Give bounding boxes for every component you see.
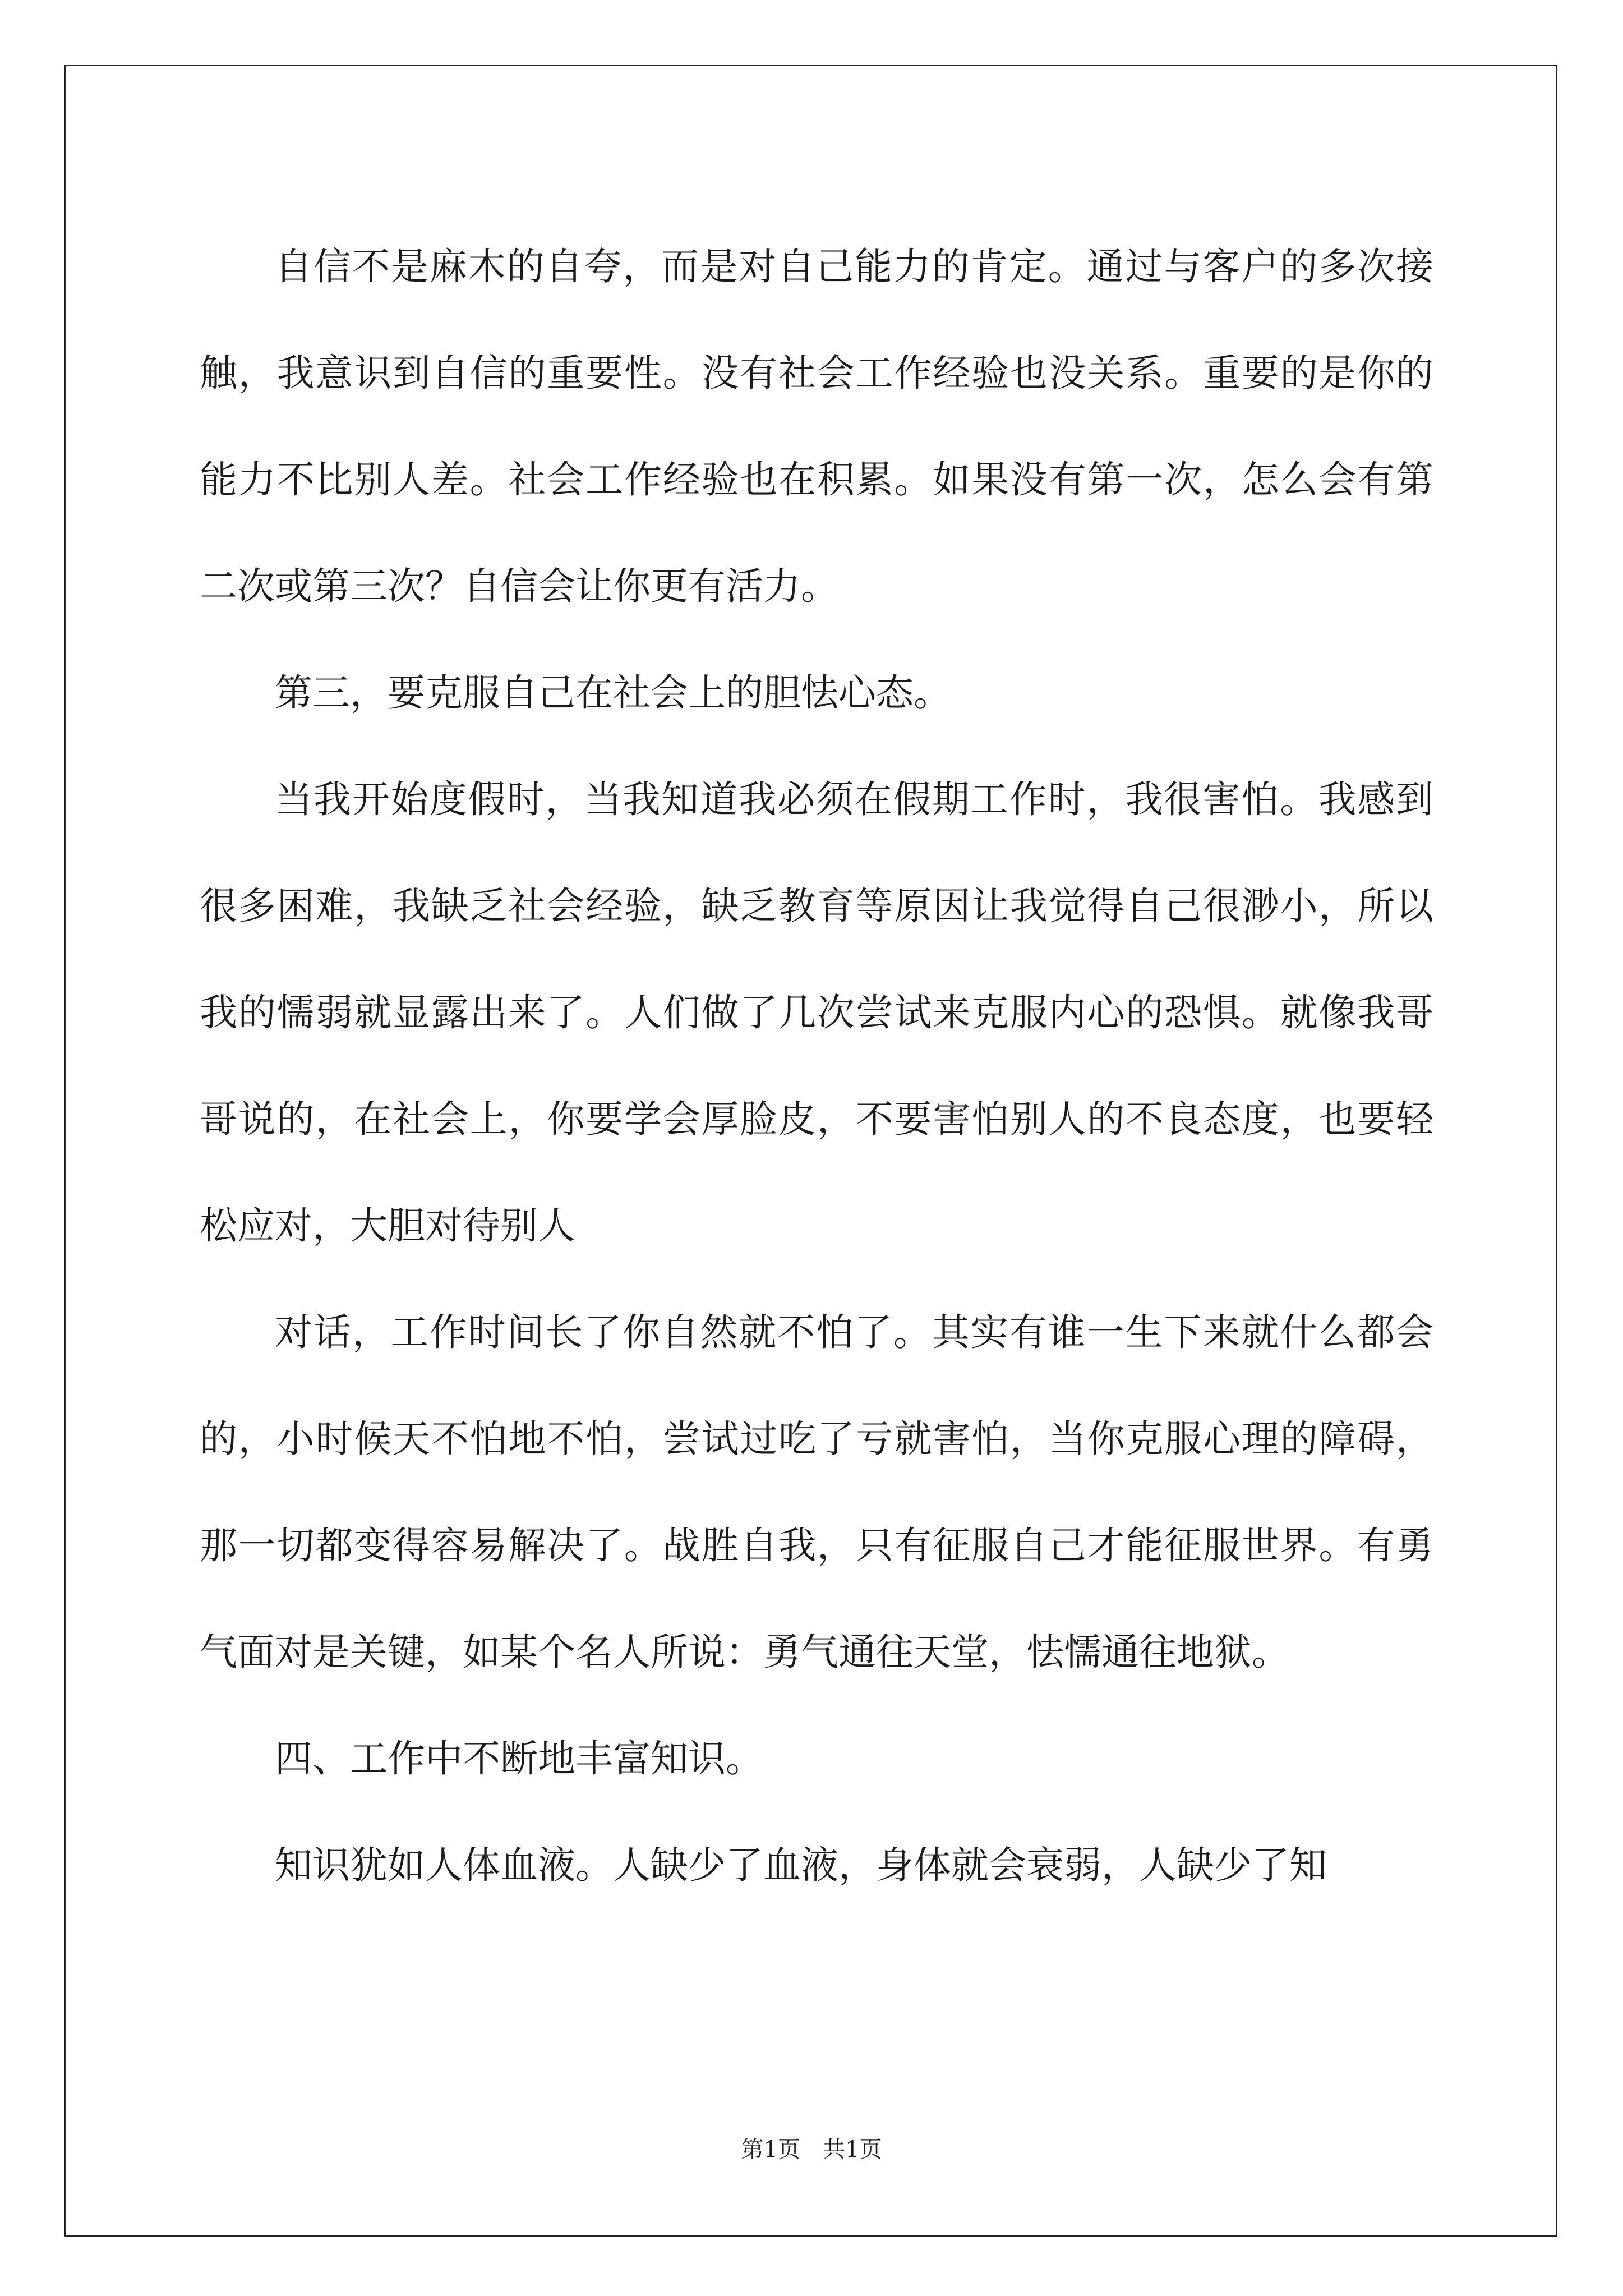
page-number: 第1页 bbox=[741, 2137, 800, 2162]
paragraph: 四、工作中不断地丰富知识。 bbox=[275, 1737, 763, 1780]
paragraph: 当我开始度假时，当我知道我必须在假期工作时，我很害怕。我感到很多困难，我缺乏社会经验，缺乏教育等原因让我觉得自己很渺小，所以我的懦弱就显露出来了。人们做了几次尝试来克服内心的恐惧。就像我哥哥说的，在社会上，你要学会厚脸皮，不要害怕别人的不良态度，也要轻松应对，大胆对待别人 bbox=[200, 777, 1433, 1248]
page-footer bbox=[0, 2132, 1623, 2164]
paragraph: 第三，要克服自己在社会上的胆怯心态。 bbox=[275, 671, 951, 715]
page-total: 共1页 bbox=[823, 2137, 882, 2162]
paragraph: 对话，工作时间长了你自然就不怕了。其实有谁一生下来就什么都会的，小时候天不怕地不怕，尝试过吃了亏就害怕，当你克服心理的障碍，那一切都变得容易解决了。战胜自我，只有征服自己才能征服世界。有勇气面对是关键，如某个名人所说：勇气通往天堂，怯懦通往地狱。 bbox=[200, 1310, 1433, 1674]
paragraph: 知识犹如人体血液。人缺少了血液，身体就会衰弱，人缺少了知 bbox=[275, 1843, 1327, 1887]
document-body bbox=[200, 213, 1433, 1918]
paragraph: 自信不是麻木的自夸，而是对自己能力的肯定。通过与客户的多次接触，我意识到自信的重要性。没有社会工作经验也没关系。重要的是你的能力不比别人差。社会工作经验也在积累。如果没有第一次，怎么会有第二次或第三次？自信会让你更有活力。 bbox=[200, 245, 1433, 608]
